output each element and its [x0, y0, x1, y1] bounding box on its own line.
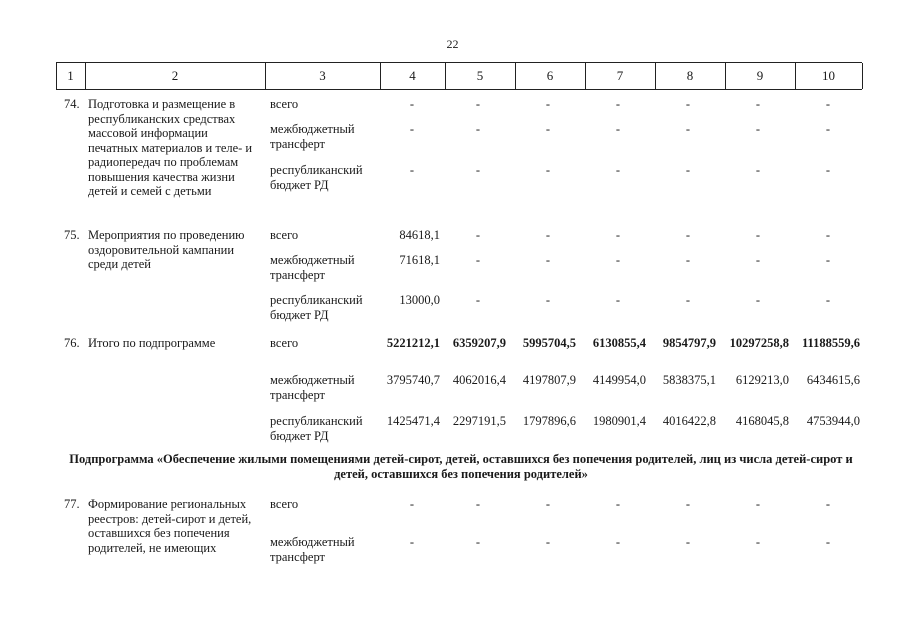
value-cell: -: [825, 122, 831, 136]
value-cell: -: [545, 163, 551, 177]
budget-label: бюджет РД: [270, 177, 329, 192]
value-cell: 84618,1: [399, 228, 440, 242]
budget-label: бюджет РД: [270, 307, 329, 322]
value-cell: 6359207,9: [452, 336, 506, 350]
value-cell: 4197807,9: [522, 373, 576, 387]
row-name-line: радиопередач по проблемам: [88, 155, 239, 169]
value-cell: 6434615,6: [806, 373, 860, 387]
value-cell: 1425471,4: [386, 414, 440, 428]
table-header-row: [56, 62, 862, 90]
header-divider: [515, 63, 516, 89]
budget-label: всего: [270, 228, 299, 242]
row-name-line: массовой информации: [88, 126, 208, 140]
value-cell: -: [409, 497, 415, 511]
value-cell: -: [755, 497, 761, 511]
value-cell: 5995704,5: [522, 336, 576, 350]
value-cell: -: [475, 97, 481, 111]
budget-label: трансферт: [270, 549, 325, 564]
value-cell: -: [475, 497, 481, 511]
value-cell: -: [475, 535, 481, 549]
value-cell: -: [755, 122, 761, 136]
header-col-4: 4: [409, 68, 416, 83]
header-col-6: 6: [546, 68, 554, 83]
value-cell: 10297258,8: [729, 336, 789, 350]
header-col-5: 5: [476, 68, 484, 83]
value-cell: -: [545, 97, 551, 111]
row-name-line: детей и семей с детьми: [88, 184, 212, 198]
row-name-line: реестров: детей-сирот и детей,: [88, 511, 252, 526]
value-cell: -: [755, 253, 761, 267]
budget-label: всего: [270, 336, 299, 350]
budget-label: межбюджетный: [270, 535, 355, 549]
value-cell: -: [409, 122, 415, 136]
value-cell: -: [755, 228, 761, 242]
value-cell: -: [685, 97, 691, 111]
header-divider: [585, 63, 586, 89]
header-divider: [445, 63, 446, 89]
value-cell: 1980901,4: [592, 414, 646, 428]
value-cell: -: [825, 293, 831, 307]
value-cell: 6130855,4: [592, 336, 646, 350]
value-cell: 2297191,5: [452, 414, 506, 428]
budget-label: всего: [270, 497, 299, 511]
row-number: 75.: [64, 228, 80, 242]
value-cell: -: [685, 163, 691, 177]
row-name-line: Формирование региональных: [88, 497, 247, 511]
value-cell: 4149954,0: [592, 373, 646, 387]
value-cell: -: [615, 122, 621, 136]
page-number: 22: [446, 37, 459, 51]
budget-label: всего: [270, 97, 299, 111]
header-col-8: 8: [686, 68, 694, 83]
header-divider: [380, 63, 381, 89]
row-number: 76.: [64, 336, 80, 350]
row-name-line: печатных материалов и теле- и: [88, 140, 253, 155]
value-cell: -: [825, 228, 831, 242]
budget-label: бюджет РД: [270, 428, 329, 443]
value-cell: -: [475, 293, 481, 307]
value-cell: 4168045,8: [735, 414, 789, 428]
header-col-1: 1: [67, 68, 74, 83]
value-cell: -: [545, 253, 551, 267]
value-cell: -: [755, 535, 761, 549]
value-cell: -: [685, 293, 691, 307]
value-cell: -: [545, 228, 551, 242]
value-cell: -: [475, 122, 481, 136]
value-cell: -: [545, 535, 551, 549]
subprogram-title: Подпрограмма «Обеспечение жилыми помещениями детей-сирот, детей, оставшихся без попечения родителей, лиц из числа детей-сирот и детей, оставшихся без попечения родителей»: [69, 452, 853, 481]
value-cell: -: [475, 228, 481, 242]
budget-label: трансферт: [270, 136, 325, 151]
value-cell: -: [615, 497, 621, 511]
value-cell: -: [409, 535, 415, 549]
header-col-2: 2: [171, 68, 179, 83]
row-name-line: Мероприятия по проведению: [88, 228, 245, 242]
budget-label: межбюджетный: [270, 253, 355, 267]
header-divider: [862, 63, 863, 89]
header-divider: [265, 63, 266, 89]
value-cell: 13000,0: [399, 293, 440, 307]
budget-label: трансферт: [270, 267, 325, 282]
row-name-line: оздоровительной кампании: [88, 242, 235, 257]
value-cell: -: [475, 163, 481, 177]
header-divider: [655, 63, 656, 89]
value-cell: -: [685, 535, 691, 549]
value-cell: -: [615, 293, 621, 307]
value-cell: -: [825, 253, 831, 267]
value-cell: -: [409, 163, 415, 177]
value-cell: 3795740,7: [386, 373, 440, 387]
value-cell: -: [545, 497, 551, 511]
header-divider: [56, 63, 57, 89]
header-divider: [85, 63, 86, 89]
row-number: 77.: [64, 497, 80, 511]
value-cell: -: [755, 97, 761, 111]
value-cell: -: [755, 293, 761, 307]
header-col-3: 3: [319, 68, 326, 83]
row-name-line: оставшихся без попечения: [88, 526, 230, 540]
header-divider: [795, 63, 796, 89]
row-name-line: Итого по подпрограмме: [88, 336, 216, 350]
value-cell: 5838375,1: [662, 373, 716, 387]
row-name-line: повышения качества жизни: [88, 169, 235, 184]
value-cell: -: [825, 497, 831, 511]
value-cell: -: [615, 163, 621, 177]
value-cell: 5221212,1: [386, 336, 440, 350]
value-cell: -: [615, 228, 621, 242]
value-cell: -: [545, 293, 551, 307]
row-number: 74.: [64, 97, 80, 111]
row-name-line: Подготовка и размещение в: [88, 97, 236, 111]
header-divider: [725, 63, 726, 89]
value-cell: -: [685, 122, 691, 136]
budget-label: межбюджетный: [270, 373, 355, 387]
value-cell: 71618,1: [399, 253, 440, 267]
value-cell: -: [615, 535, 621, 549]
budget-label: республиканский: [270, 163, 363, 177]
value-cell: 4016422,8: [662, 414, 716, 428]
value-cell: -: [825, 535, 831, 549]
budget-label: республиканский: [270, 293, 363, 307]
row-name-line: республиканских средствах: [88, 111, 236, 126]
value-cell: 1797896,6: [522, 414, 576, 428]
value-cell: 4062016,4: [452, 373, 506, 387]
value-cell: 6129213,0: [735, 373, 789, 387]
budget-label: межбюджетный: [270, 122, 355, 136]
value-cell: -: [825, 163, 831, 177]
header-col-10: 10: [822, 68, 835, 83]
budget-label: республиканский: [270, 414, 363, 428]
value-cell: -: [685, 497, 691, 511]
value-cell: -: [685, 253, 691, 267]
value-cell: -: [475, 253, 481, 267]
row-name-line: среди детей: [88, 257, 151, 271]
budget-label: трансферт: [270, 387, 325, 402]
row-name-line: родителей, не имеющих: [88, 540, 217, 555]
value-cell: -: [755, 163, 761, 177]
value-cell: -: [685, 228, 691, 242]
header-col-7: 7: [616, 68, 624, 83]
value-cell: -: [825, 97, 831, 111]
value-cell: -: [409, 97, 415, 111]
header-col-9: 9: [756, 68, 764, 83]
value-cell: -: [545, 122, 551, 136]
value-cell: 9854797,9: [662, 336, 716, 350]
value-cell: -: [615, 97, 621, 111]
value-cell: 4753944,0: [806, 414, 860, 428]
value-cell: -: [615, 253, 621, 267]
value-cell: 11188559,6: [802, 336, 860, 350]
